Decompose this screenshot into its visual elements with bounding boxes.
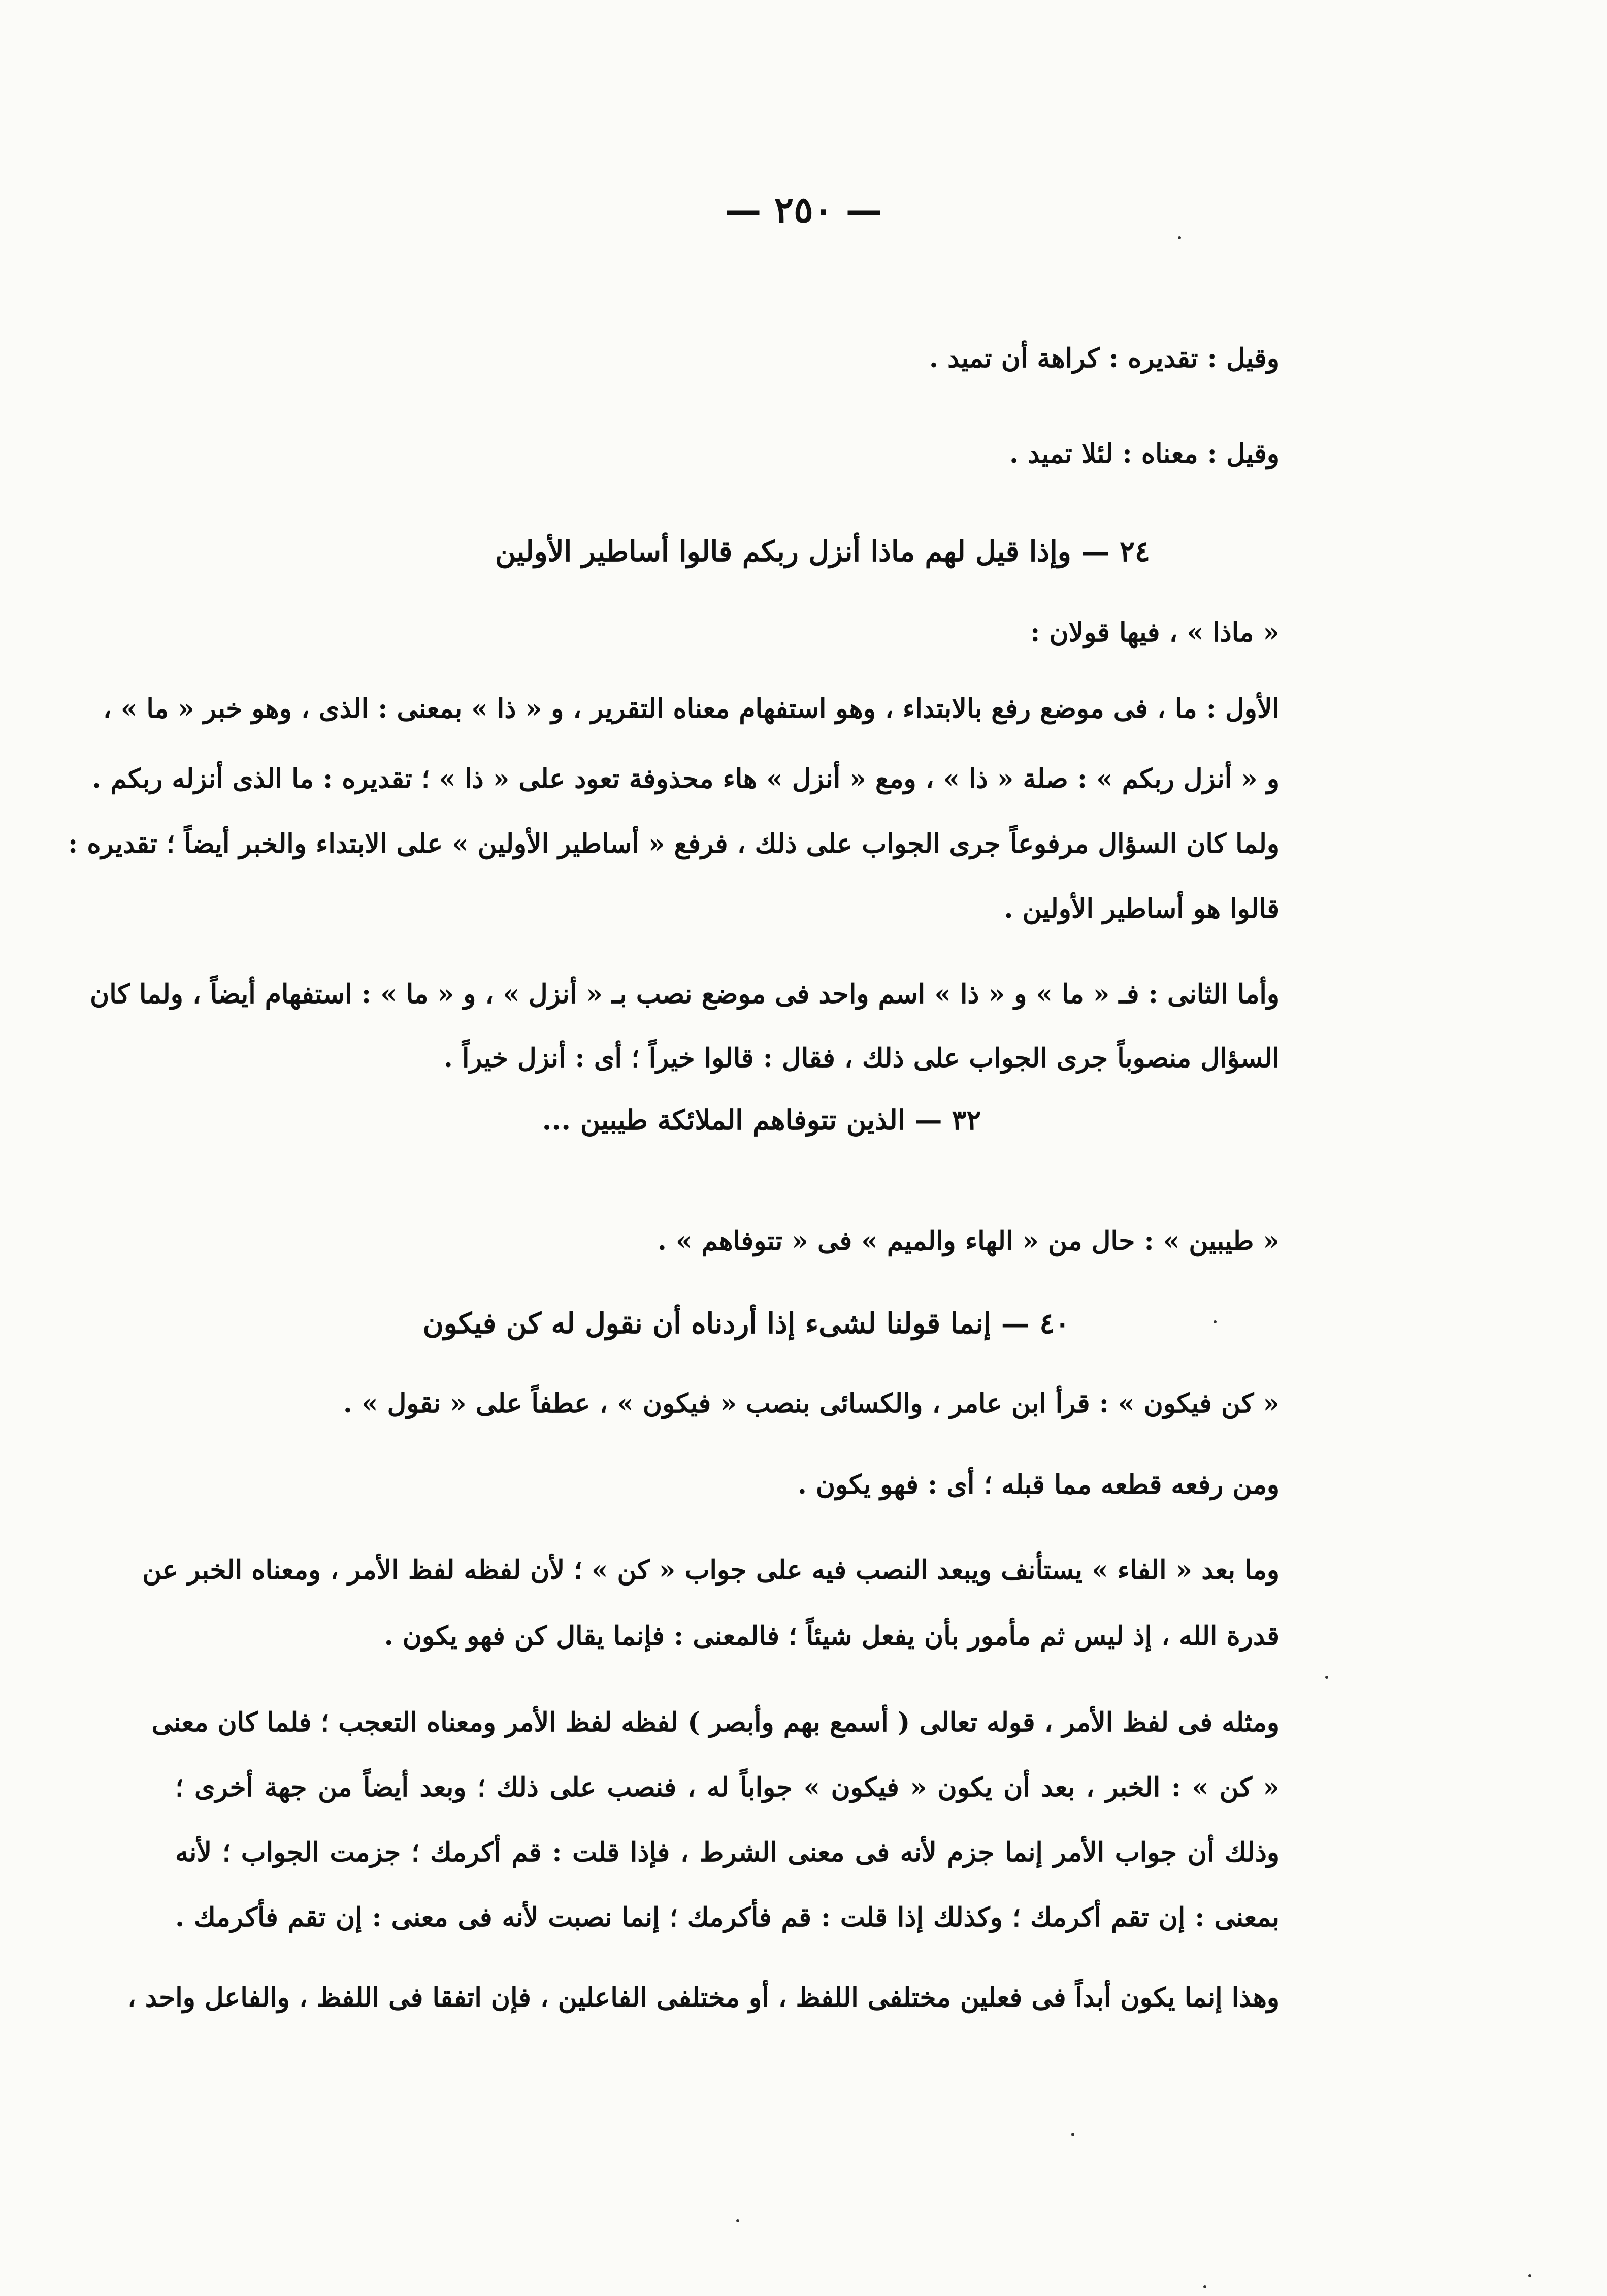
text-line: وقيل : معناه : لئلا تميد . xyxy=(1009,438,1280,469)
scan-speck xyxy=(1214,1320,1217,1323)
text-line: السؤال منصوباً جرى الجواب على ذلك ، فقال : قالوا خيراً ؛ أى : أنزل خيراً . xyxy=(443,1043,1280,1074)
text-line: قدرة الله ، إذ ليس ثم مأمور بأن يفعل شيئاً ؛ فالمعنى : فإنما يقال كن فهو يكون . xyxy=(384,1621,1280,1652)
text-line: « طيبين » : حال من « الهاء والميم » فى « تتوفاهم » . xyxy=(657,1225,1280,1256)
text-line: ومثله فى لفظ الأمر ، قوله تعالى ( أسمع بهم وأبصر ) لفظه لفظ الأمر ومعناه التعجب ؛ فلما كان معنى xyxy=(151,1707,1280,1738)
text-line: بمعنى : إن تقم أكرمك ؛ وكذلك إذا قلت : قم فأكرمك ؛ إنما نصبت لأنه فى معنى : إن تقم فأكرمك . xyxy=(175,1902,1280,1933)
text-line: الأول : ما ، فى موضع رفع بالابتداء ، وهو استفهام معناه التقرير ، و « ذا » بمعنى : الذى ، وهو خبر « ما » ، xyxy=(103,693,1280,724)
text-line: وهذا إنما يكون أبداً فى فعلين مختلفى اللفظ ، أو مختلفى الفاعلين ، فإن اتفقا فى اللفظ ، والفاعل واحد ، xyxy=(127,1982,1280,2013)
scan-speck xyxy=(1178,236,1181,239)
scan-speck xyxy=(1528,2274,1531,2277)
scan-speck xyxy=(736,2219,739,2222)
scan-speck xyxy=(1203,2285,1206,2288)
page-number: — ٢٥٠ — xyxy=(725,188,882,231)
text-line: وما بعد « الفاء » يستأنف ويبعد النصب فيه على جواب « كن » ؛ لأن لفظه لفظ الأمر ، ومعناه الخبر عن xyxy=(142,1555,1280,1586)
scan-speck xyxy=(1325,1676,1328,1679)
text-line: وأما الثانى : فـ « ما » و « ذا » اسم واحد فى موضع نصب بـ « أنزل » ، و « ما » : استفهام أيضاً ، ولما كان xyxy=(90,979,1280,1010)
verse-heading: ٤٠ — إنما قولنا لشىء إذا أردناه أن نقول له كن فيكون xyxy=(422,1307,1070,1340)
text-line: و « أنزل ربكم » : صلة « ذا » ، ومع « أنزل » هاء محذوفة تعود على « ذا » ؛ تقديره : ما الذى أنزله ربكم . xyxy=(92,763,1280,794)
verse-heading: ٣٢ — الذين تتوفاهم الملائكة طيبين ... xyxy=(542,1104,981,1136)
text-line: « ماذا » ، فيها قولان : xyxy=(1030,617,1280,648)
verse-heading: ٢٤ — وإذا قيل لهم ماذا أنزل ربكم قالوا أساطير الأولين xyxy=(495,535,1150,568)
text-line: ولما كان السؤال مرفوعاً جرى الجواب على ذلك ، فرفع « أساطير الأولين » على الابتداء والخبر أيضاً ؛ تقديره : xyxy=(68,828,1280,859)
text-line: وذلك أن جواب الأمر إنما جزم لأنه فى معنى الشرط ، فإذا قلت : قم أكرمك ؛ جزمت الجواب ؛ لأنه xyxy=(175,1837,1280,1868)
text-line: وقيل : تقديره : كراهة أن تميد . xyxy=(929,343,1280,374)
text-line: « كن » : الخبر ، بعد أن يكون « فيكون » جواباً له ، فنصب على ذلك ؛ وبعد أيضاً من جهة أخرى ؛ xyxy=(175,1772,1280,1803)
text-line: قالوا هو أساطير الأولين . xyxy=(1004,893,1280,924)
scan-speck xyxy=(1071,2133,1074,2136)
text-line: ومن رفعه قطعه مما قبله ؛ أى : فهو يكون . xyxy=(797,1469,1280,1500)
text-line: « كن فيكون » : قرأ ابن عامر ، والكسائى بنصب « فيكون » ، عطفاً على « نقول » . xyxy=(343,1388,1280,1419)
